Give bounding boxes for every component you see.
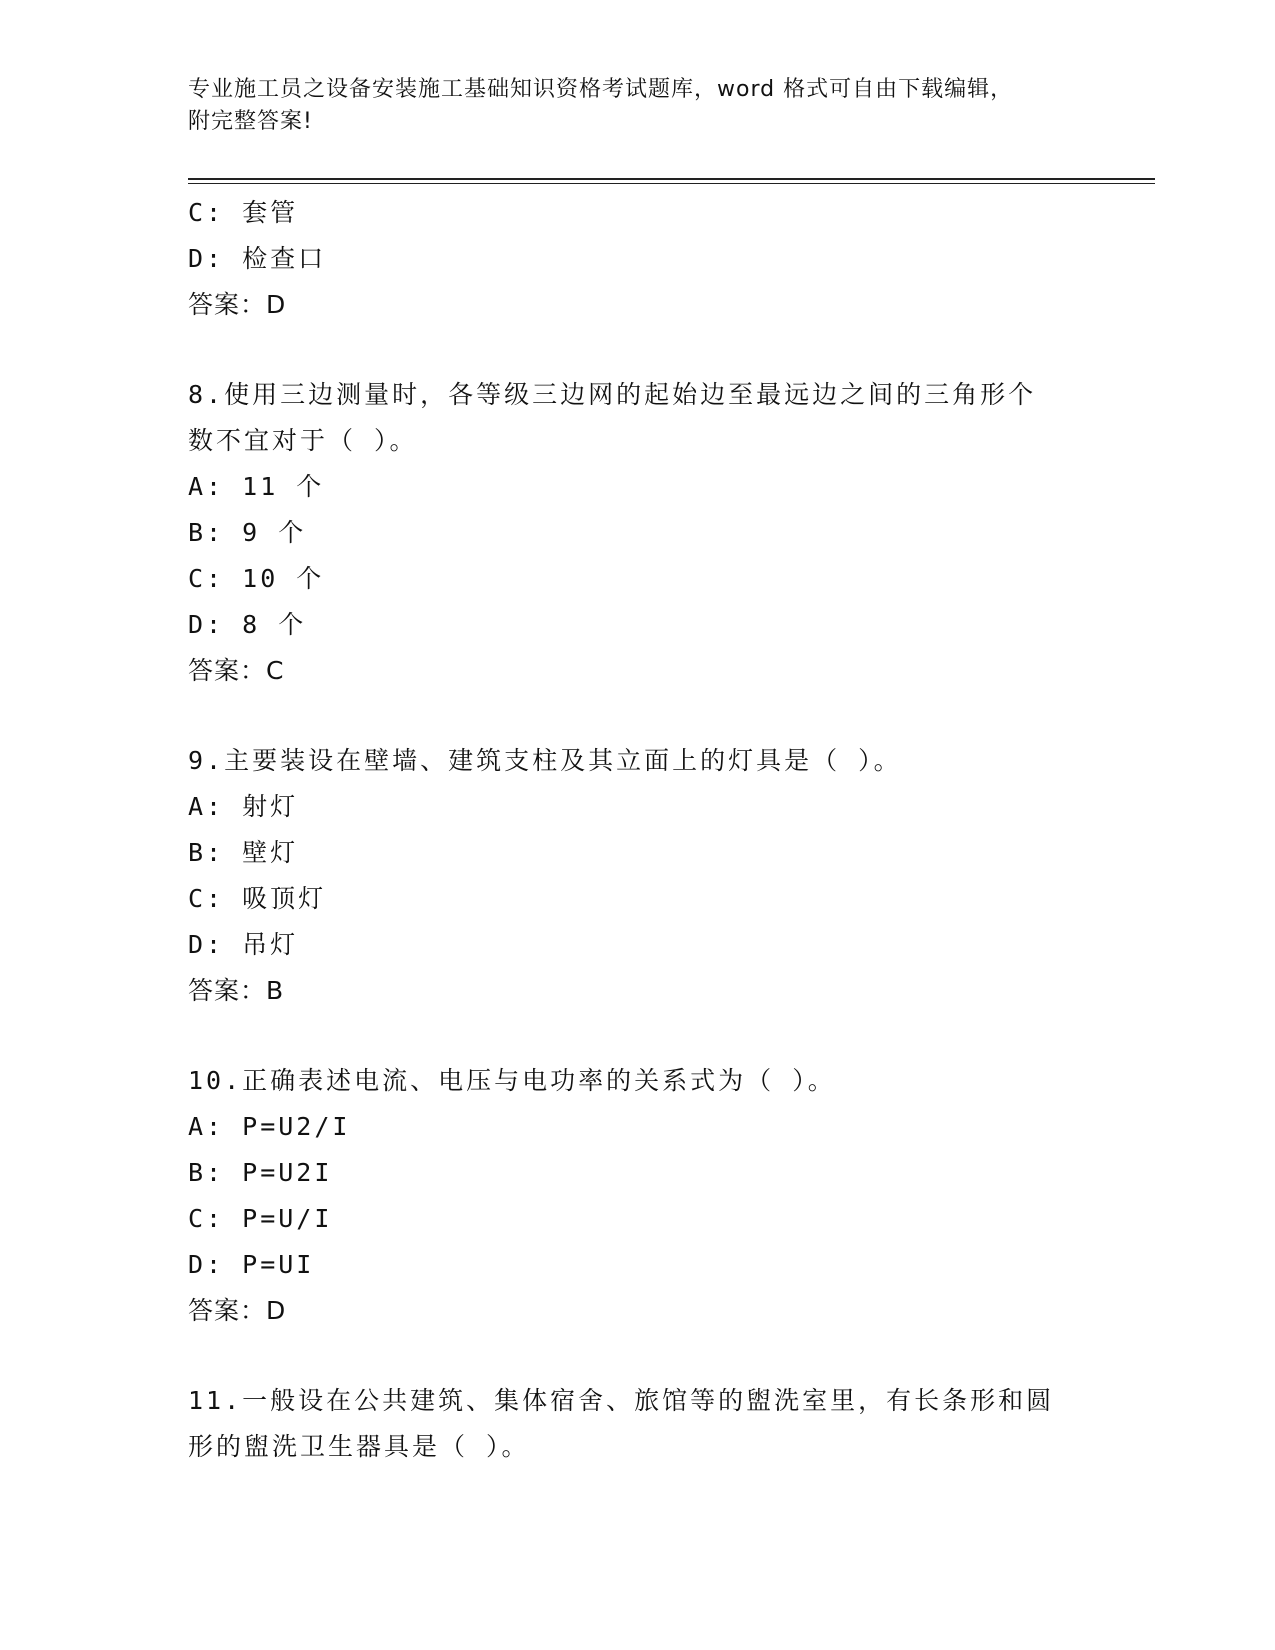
answer: 答案：D: [188, 1296, 287, 1325]
header-line-1: 专业施工员之设备安装施工基础知识资格考试题库，word 格式可自由下载编辑，: [188, 77, 1014, 102]
option-d: D: 吊灯: [188, 930, 299, 959]
option-b: B: 9 个: [188, 518, 307, 547]
document-header: [188, 74, 1068, 138]
question-11-text-1: 11.一般设在公共建筑、集体宿舍、旅馆等的盥洗室里，有长条形和圆: [188, 1386, 1055, 1415]
option-c: C: P=U/I: [188, 1204, 333, 1233]
question-8-text-1: 8.使用三边测量时，各等级三边网的起始边至最远边之间的三角形个: [188, 380, 1037, 409]
question-8-text-2: 数不宜对于（ ）。: [188, 426, 418, 455]
answer: 答案：D: [188, 290, 287, 319]
option-c: C: 套管: [188, 198, 299, 227]
option-d: D: P=UI: [188, 1250, 315, 1279]
question-9-text: 9.主要装设在壁墙、建筑支柱及其立面上的灯具是（ ）。: [188, 746, 902, 775]
option-c: C: 吸顶灯: [188, 884, 327, 913]
option-d: D: 8 个: [188, 610, 307, 639]
option-a: A: 11 个: [188, 472, 325, 501]
option-a: A: P=U2/I: [188, 1112, 351, 1141]
option-c: C: 10 个: [188, 564, 325, 593]
question-list: [188, 190, 1088, 1470]
question-11-text-2: 形的盥洗卫生器具是（ ）。: [188, 1432, 530, 1461]
option-b: B: P=U2I: [188, 1158, 333, 1187]
header-divider-thin: [188, 183, 1155, 184]
option-b: B: 壁灯: [188, 838, 299, 867]
answer: 答案：B: [188, 976, 285, 1005]
option-a: A: 射灯: [188, 792, 299, 821]
option-d: D: 检查口: [188, 244, 327, 273]
question-10-text: 10.正确表述电流、电压与电功率的关系式为（ ）。: [188, 1066, 836, 1095]
answer: 答案：C: [188, 656, 285, 685]
header-line-2: 附完整答案!: [188, 109, 313, 134]
header-divider-thick: [188, 178, 1155, 180]
